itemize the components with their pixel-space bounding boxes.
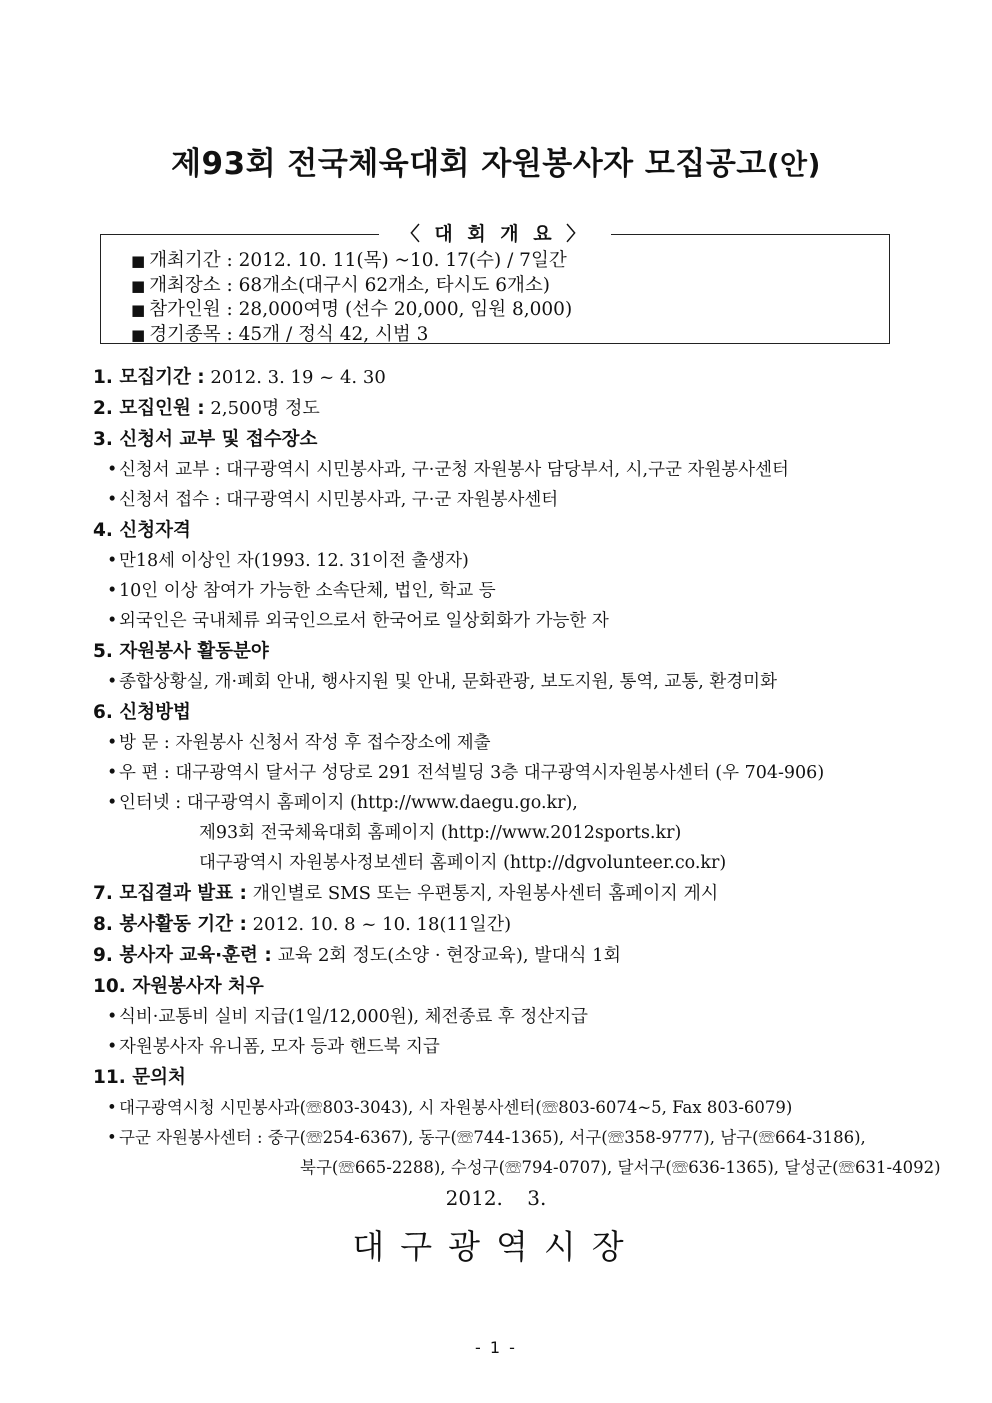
list-item: •신청서 교부 : 대구광역시 시민봉사과, 구·군청 자원봉사 담당부서, 시,구군 자원봉사센터 <box>93 455 923 485</box>
section-application-place: 3. 신청서 교부 및 접수장소 <box>93 429 318 450</box>
bullet-icon: • <box>107 460 118 480</box>
bullet-icon: • <box>107 793 118 813</box>
list-item: •우 편 : 대구광역시 달서구 성당로 291 전석빌딩 3층 대구광역시자원봉사센터 (우 704-906) <box>93 758 923 788</box>
section-result-announce: 7. 모집결과 발표 : 개인별로 SMS 또는 우편통지, 자원봉사센터 홈페이지 게시 <box>93 883 719 904</box>
section-recruit-count: 2. 모집인원 : 2,500명 정도 <box>93 398 320 419</box>
section-benefits: 10. 자원봉사자 처우 <box>93 976 264 997</box>
bullet-icon: • <box>107 551 118 571</box>
square-bullet-icon: ■ <box>131 325 146 344</box>
list-item: •인터넷 : 대구광역시 홈페이지 (http://www.daegu.go.kr), <box>93 788 923 818</box>
overview-item: ■ 경기종목 : 45개 / 정식 42, 시범 3 <box>131 323 429 345</box>
list-item: •10인 이상 참여가 가능한 소속단체, 법인, 학교 등 <box>93 576 923 606</box>
list-item: • 대구광역시청 시민봉사과(☏803-3043), 시 자원봉사센터(☏803-6074~5, Fax 803-6079) <box>93 1093 923 1123</box>
bullet-icon: • <box>107 763 118 783</box>
list-item: •종합상황실, 개·폐회 안내, 행사지원 및 안내, 문화관광, 보도지원, 통역, 교통, 환경미화 <box>93 667 923 697</box>
signer: 대구광역시장 <box>352 1227 640 1266</box>
overview-item: ■ 개최장소 : 68개소(대구시 62개소, 타시도 6개소) <box>131 274 550 296</box>
title-main: 제93회 전국체육대회 자원봉사자 모집공고 <box>171 146 767 182</box>
bullet-icon: • <box>107 1128 117 1147</box>
bullet-icon: • <box>107 611 118 631</box>
bullet-icon: • <box>107 1098 117 1117</box>
square-bullet-icon: ■ <box>131 276 146 295</box>
list-item: •만18세 이상인 자(1993. 12. 31이전 출생자) <box>93 546 923 576</box>
bullet-icon: • <box>107 1037 118 1057</box>
section-application-method: 6. 신청방법 <box>93 702 191 723</box>
square-bullet-icon: ■ <box>131 301 146 319</box>
bullet-icon: • <box>107 733 118 753</box>
bullet-icon: • <box>107 490 118 510</box>
overview-item: ■ 개최기간 : 2012. 10. 11(목) ~10. 17(수) / 7일간 <box>131 250 567 271</box>
list-item: •외국인은 국내체류 외국인으로서 한국어로 일상회화가 가능한 자 <box>93 606 923 636</box>
bullet-icon: • <box>107 581 118 601</box>
list-item: • 구군 자원봉사센터 : 중구(☏254-6367), 동구(☏744-1365), 서구(☏358-9777), 남구(☏664-3186), <box>93 1123 923 1153</box>
overview-label: 〈 대 회 개 요 〉 <box>379 223 612 245</box>
bullet-icon: • <box>107 672 118 692</box>
list-item-continued: 북구(☏665-2288), 수성구(☏794-0707), 달서구(☏636-1365), 달성군(☏631-4092) <box>300 1158 941 1177</box>
list-item: •방 문 : 자원봉사 신청서 작성 후 접수장소에 제출 <box>93 728 923 758</box>
list-item-continued: 대구광역시 자원봉사정보센터 홈페이지 (http://dgvolunteer.co.kr) <box>199 853 727 873</box>
list-item: •자원봉사자 유니폼, 모자 등과 핸드북 지급 <box>93 1032 923 1062</box>
section-recruit-period: 1. 모집기간 : 2012. 3. 19 ~ 4. 30 <box>93 367 386 388</box>
page-title <box>0 138 992 183</box>
list-item: •신청서 접수 : 대구광역시 시민봉사과, 구·군 자원봉사센터 <box>93 485 923 515</box>
overview-box <box>100 223 890 345</box>
overview-item: ■ 참가인원 : 28,000여명 (선수 20,000, 임원 8,000) <box>131 299 573 320</box>
section-activity-period: 8. 봉사활동 기간 : 2012. 10. 8 ~ 10. 18(11일간) <box>93 914 512 935</box>
list-item-continued: 제93회 전국체육대회 홈페이지 (http://www.2012sports.kr) <box>199 823 682 843</box>
section-eligibility: 4. 신청자격 <box>93 520 191 541</box>
title-suffix: (안) <box>766 148 821 181</box>
section-contact: 11. 문의처 <box>93 1067 186 1088</box>
bullet-icon: • <box>107 1007 118 1027</box>
square-bullet-icon: ■ <box>131 252 146 270</box>
notice-body <box>93 362 941 1183</box>
overview-list <box>131 249 572 347</box>
list-item: •식비·교통비 실비 지급(1일/12,000원), 체전종료 후 정산지급 <box>93 1002 923 1032</box>
notice-date: 2012. 3. <box>445 1186 547 1210</box>
section-activity-fields: 5. 자원봉사 활동분야 <box>93 641 269 662</box>
section-training: 9. 봉사자 교육·훈련 : 교육 2회 정도(소양 · 현장교육), 발대식 1회 <box>93 945 622 966</box>
page-number: - 1 - <box>475 1338 517 1357</box>
